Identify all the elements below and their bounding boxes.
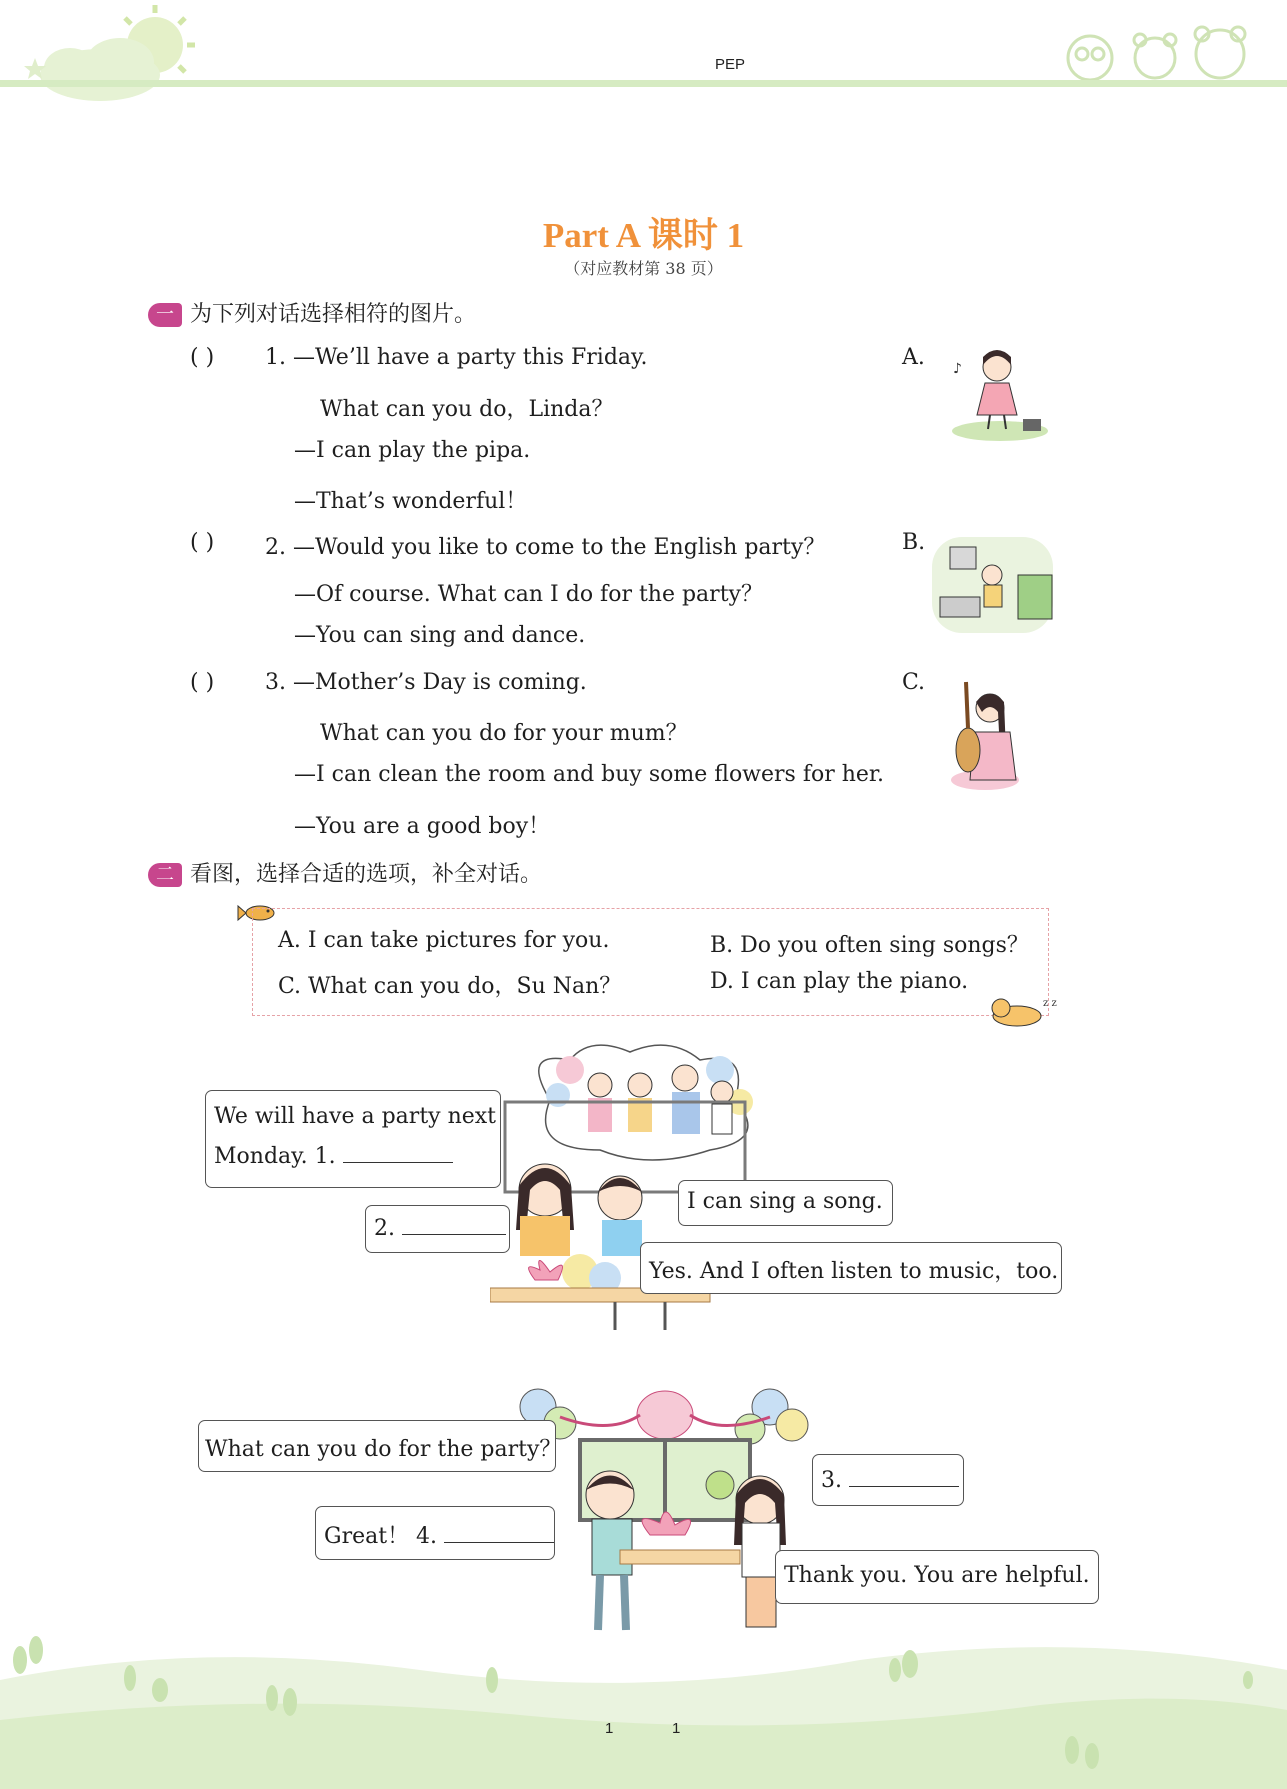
item3-answer-paren[interactable]: ( ) <box>190 670 215 695</box>
boy-cleaning-room-picture <box>930 535 1055 635</box>
header-label: PEP <box>714 56 745 73</box>
item2-answer-paren[interactable]: ( ) <box>190 530 215 555</box>
section2-instruction: 看图，选择合适的选项，补全对话。 <box>190 862 543 887</box>
item1-line4: —That’s wonderful！ <box>294 489 528 514</box>
item3-line3: —I can clean the room and buy some flowers for her. <box>294 762 885 787</box>
header-rule <box>0 80 1287 87</box>
scene1-bubble-c: I can sing a song. <box>678 1180 893 1226</box>
scene1-bubble-b <box>365 1205 510 1253</box>
scene1-bubble-a <box>205 1090 501 1188</box>
item3-line2: What can you do for your mum？ <box>320 721 688 746</box>
section1-badge: 一 <box>148 303 182 327</box>
girl-singing-picture <box>945 345 1049 445</box>
page-title: Part A 课时 1 <box>542 216 745 255</box>
scene2-bubble-d: Thank you. You are helpful. <box>775 1550 1099 1604</box>
footer-landscape-decoration <box>0 1620 1287 1789</box>
item1-line3: —I can play the pipa. <box>294 438 531 463</box>
header-sun-cloud-decoration <box>0 0 200 110</box>
scene1-bubble-d: Yes. And I often listen to music，too. <box>640 1242 1062 1294</box>
scene2-bubble-c <box>812 1454 964 1506</box>
page-number-right: 1 <box>672 1720 681 1737</box>
option-a: A. I can take pictures for you. <box>278 928 610 953</box>
scene1-bubble-a-line2: Monday. 1. <box>214 1144 336 1169</box>
blank-1[interactable] <box>343 1142 453 1163</box>
scene1-bubble-b-label: 2. <box>374 1216 395 1241</box>
scene2-bubble-a: What can you do for the party？ <box>198 1420 556 1472</box>
blank-3[interactable] <box>849 1466 959 1487</box>
scene1-bubble-a-line1: We will have a party next <box>214 1104 497 1129</box>
svg-text:z z: z z <box>1043 998 1057 1009</box>
header-animals-decoration <box>1060 20 1260 85</box>
item2-line3: —You can sing and dance. <box>294 623 586 648</box>
option-label-a: A. <box>902 345 925 370</box>
sleeping-cat-icon <box>985 990 1070 1028</box>
page-number-left: 1 <box>605 1720 614 1737</box>
scene2-bubble-b-label: Great！ 4. <box>324 1524 438 1549</box>
item1-line1: 1. —We’ll have a party this Friday. <box>265 345 648 370</box>
option-c: C. What can you do，Su Nan？ <box>278 974 622 999</box>
item2-line2: —Of course. What can I do for the party？ <box>294 582 763 607</box>
svg-text:♪: ♪ <box>953 361 962 377</box>
option-label-c: C. <box>902 670 926 695</box>
section1-instruction: 为下列对话选择相符的图片。 <box>190 302 477 327</box>
blank-4[interactable] <box>444 1522 554 1543</box>
section2-heading <box>148 857 542 888</box>
scene2-bubble-b <box>315 1506 555 1560</box>
option-label-b: B. <box>902 530 926 555</box>
section1-heading <box>148 297 476 328</box>
item1-answer-paren[interactable]: ( ) <box>190 345 215 370</box>
item3-line1: 3. —Mother’s Day is coming. <box>265 670 587 695</box>
scene2-bubble-c-label: 3. <box>821 1468 842 1493</box>
option-d: D. I can play the piano. <box>710 969 969 994</box>
item1-line2: What can you do，Linda？ <box>320 397 614 422</box>
item3-line4: —You are a good boy！ <box>294 814 551 839</box>
option-b: B. Do you often sing songs？ <box>710 933 1029 958</box>
item2-line1: 2. —Would you like to come to the English party？ <box>265 535 826 560</box>
page-subtitle: （对应教材第 38 页） <box>564 259 723 278</box>
blank-2[interactable] <box>402 1214 506 1235</box>
girl-playing-pipa-picture <box>940 672 1020 792</box>
section2-badge: 二 <box>148 863 182 887</box>
